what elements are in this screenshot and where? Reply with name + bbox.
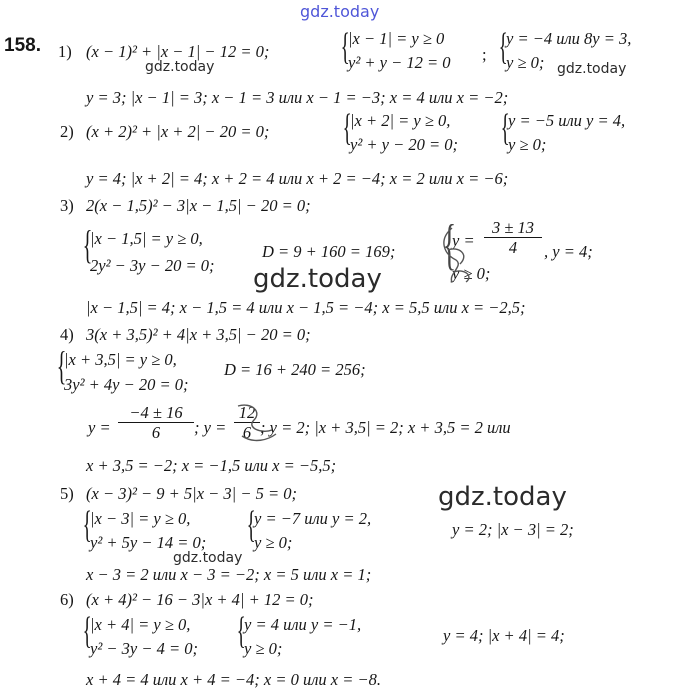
p3-system-line1: |x − 1,5| = y ≥ 0,	[90, 229, 203, 248]
p3-fraction-numerator: 3 ± 13	[491, 218, 535, 237]
p2-system-b-line2: y ≥ 0;	[508, 135, 547, 154]
p6-system-b-line2: y ≥ 0;	[244, 639, 283, 658]
watermark-big-2: gdz.today	[438, 482, 567, 512]
watermark-small-3: gdz.today	[173, 550, 243, 566]
p6-system-a-line2: y² − 3y − 4 = 0;	[90, 639, 198, 658]
p5-system-b-line1: y = −7 или y = 2,	[254, 509, 372, 528]
p6-system-brace-a: {	[82, 610, 92, 652]
p5-equation: (x − 3)² − 9 + 5|x − 3| − 5 = 0;	[86, 484, 297, 503]
p2-solution: y = 4; |x + 2| = 4; x + 2 = 4 или x + 2 = −4; x = 2 или x = −6;	[86, 169, 509, 188]
p4-discriminant: D = 16 + 240 = 256;	[224, 360, 366, 379]
p5-solution: x − 3 = 2 или x − 3 = −2; x = 5 или x = 1;	[86, 565, 372, 584]
p1-system-b-line2: y ≥ 0;	[506, 53, 545, 72]
p2-system-b-line1: y = −5 или y = 4,	[508, 111, 626, 130]
p4-solution: x + 3,5 = −2; x = −1,5 или x = −5,5;	[86, 456, 337, 475]
p3-system-line2: 2y² − 3y − 20 = 0;	[90, 256, 215, 275]
p3-discriminant: D = 9 + 160 = 169;	[262, 242, 396, 261]
p1-label: 1)	[58, 42, 72, 61]
p1-system-brace-b: {	[498, 26, 508, 68]
p4-fraction-2-denominator: 6	[242, 423, 252, 442]
p2-system-a-line2: y² + y − 20 = 0;	[350, 135, 458, 154]
p5-label: 5)	[60, 484, 74, 503]
p3-scribble-mark	[430, 220, 510, 286]
p4-y2-left: ; y =	[194, 418, 227, 437]
p4-system-line1: |x + 3,5| = y ≥ 0,	[64, 350, 177, 369]
p4-y-rest: ; y = 2; |x + 3,5| = 2; x + 3,5 = 2 или	[260, 418, 511, 437]
p3-roots-brace: {	[442, 214, 457, 276]
p2-system-brace-a: {	[342, 107, 352, 149]
problem-number: 158.	[4, 35, 41, 56]
p5-tail: y = 2; |x − 3| = 2;	[452, 520, 574, 539]
watermark-top: gdz.today	[300, 2, 380, 21]
p2-label: 2)	[60, 122, 74, 141]
p6-system-b-line1: y = 4 или y = −1,	[244, 615, 362, 634]
p1-system-a-line2: y² + y − 12 = 0	[348, 53, 451, 72]
watermark-big-1: gdz.today	[253, 264, 382, 294]
p4-fraction-numerator: −4 ± 16	[129, 403, 183, 422]
p3-label: 3)	[60, 196, 74, 215]
p4-fraction-2-numerator: 12	[238, 403, 256, 422]
p3-y-condition: y ≥ 0;	[452, 264, 491, 283]
p3-y-left: y =	[452, 231, 475, 250]
p1-system-brace-a: {	[340, 26, 350, 68]
p6-label: 6)	[60, 590, 74, 609]
p5-system-a-line1: |x − 3| = y ≥ 0,	[90, 509, 191, 528]
p6-system-brace-b: {	[236, 610, 246, 652]
p1-equation: (x − 1)² + |x − 1| − 12 = 0;	[86, 42, 270, 61]
p2-equation: (x + 2)² + |x + 2| − 20 = 0;	[86, 122, 270, 141]
p5-system-brace-b: {	[246, 504, 256, 546]
p6-system-a-line1: |x + 4| = y ≥ 0,	[90, 615, 191, 634]
p5-system-b-line2: y ≥ 0;	[254, 533, 293, 552]
p5-system-a-line2: y² + 5y − 14 = 0;	[90, 533, 207, 552]
p1-separator: ;	[482, 45, 487, 64]
p1-system-a-line1: |x − 1| = y ≥ 0	[348, 29, 445, 48]
p3-solution: |x − 1,5| = 4; x − 1,5 = 4 или x − 1,5 = −4; x = 5,5 или x = −2,5;	[86, 298, 526, 317]
p5-system-brace-a: {	[82, 504, 92, 546]
p6-equation: (x + 4)² − 16 − 3|x + 4| + 12 = 0;	[86, 590, 314, 609]
p3-equation: 2(x − 1,5)² − 3|x − 1,5| − 20 = 0;	[86, 196, 311, 215]
p1-solution: y = 3; |x − 1| = 3; x − 1 = 3 или x − 1 = −3; x = 4 или x = −2;	[86, 88, 509, 107]
p4-fraction-denominator: 6	[151, 423, 161, 442]
p2-system-brace-b: {	[500, 107, 510, 149]
p4-fraction	[118, 404, 194, 443]
p4-system-line2: 3y² + 4y − 20 = 0;	[64, 375, 189, 394]
p3-fraction-denominator: 4	[508, 238, 518, 257]
p6-solution: x + 4 = 4 или x + 4 = −4; x = 0 или x = −8.	[86, 670, 382, 689]
p4-equation: 3(x + 3,5)² + 4|x + 3,5| − 20 = 0;	[86, 325, 311, 344]
p3-system-brace: {	[82, 222, 93, 267]
p4-label: 4)	[60, 325, 74, 344]
watermark-small-2: gdz.today	[557, 61, 627, 77]
p4-y-left: y =	[88, 418, 111, 437]
watermark-small-1: gdz.today	[145, 59, 215, 75]
p4-system-brace: {	[56, 343, 67, 388]
p6-tail: y = 4; |x + 4| = 4;	[443, 626, 565, 645]
p1-system-b-line1: y = −4 или 8y = 3,	[506, 29, 632, 48]
p3-y-result: , y = 4;	[544, 242, 593, 261]
p2-system-a-line1: |x + 2| = y ≥ 0,	[350, 111, 451, 130]
